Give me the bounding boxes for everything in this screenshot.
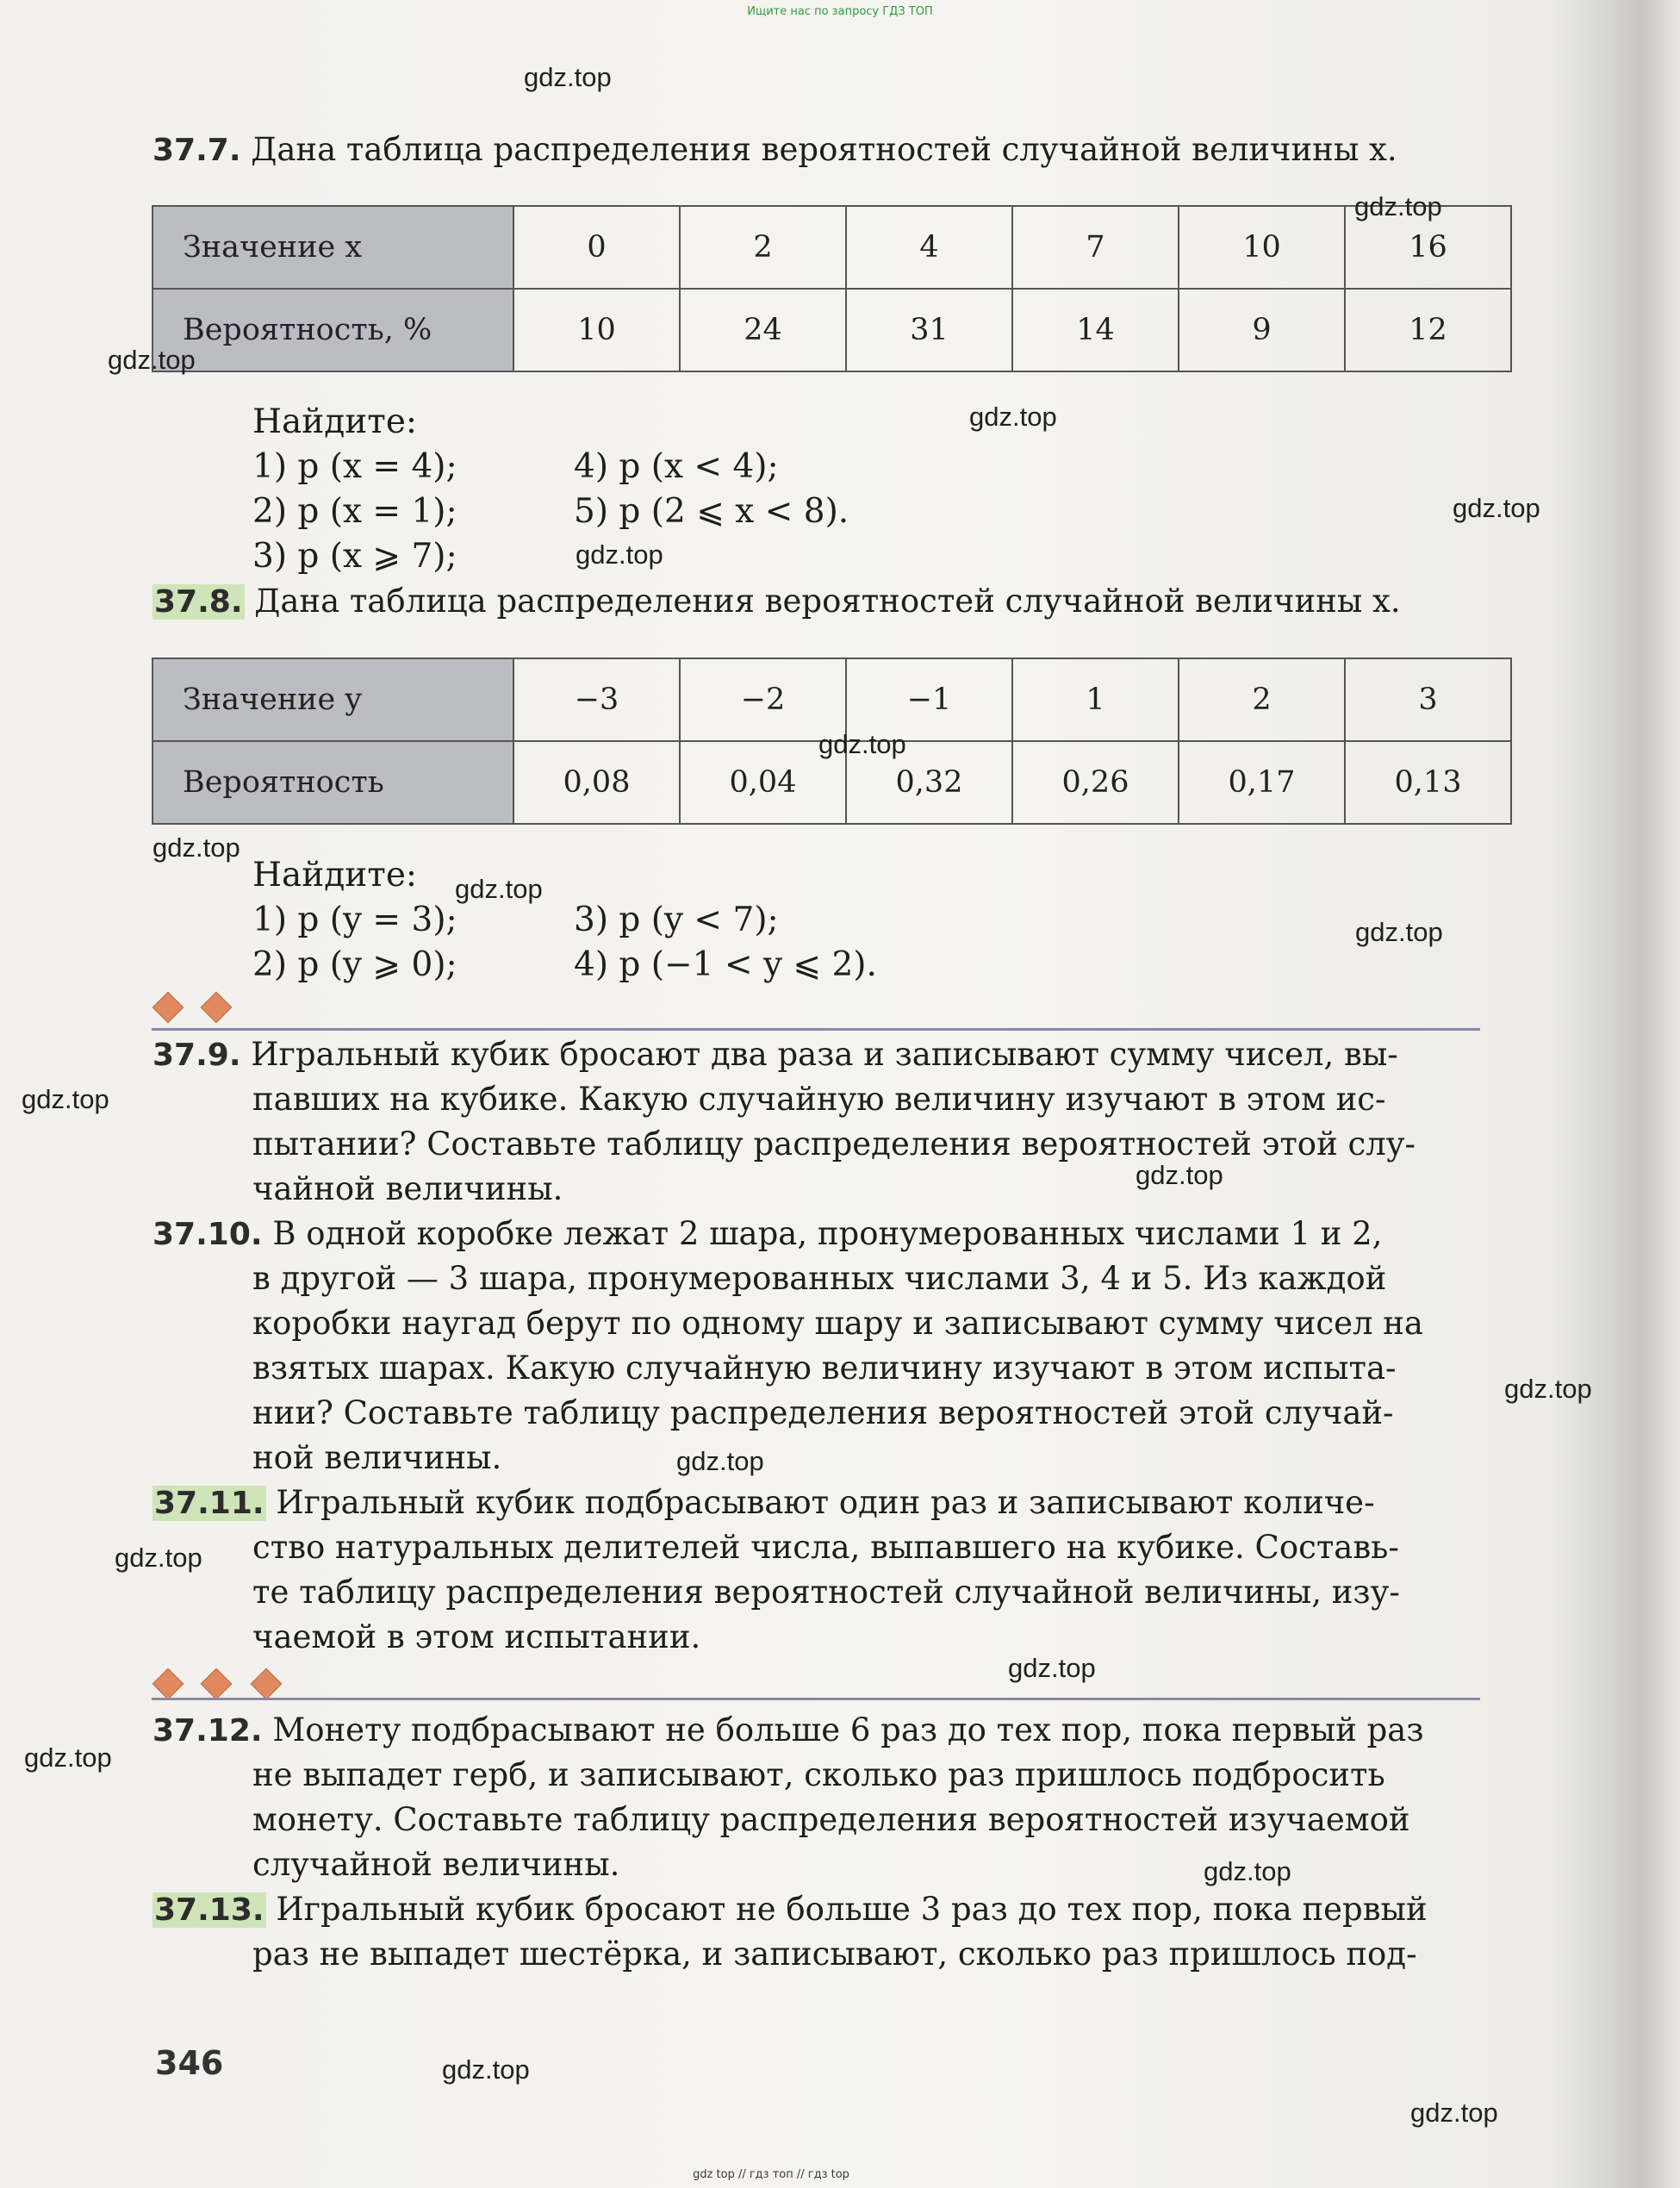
row-label-value: Значение y [152, 658, 513, 741]
task-item: 5) p (2 ⩽ x < 8). [574, 492, 849, 531]
problem-text-line: В одной коробке лежат 2 шара, пронумерованных числами 1 и 2, [272, 1215, 1383, 1252]
problem-number: 37.13. [154, 1892, 264, 1928]
page-binding-shadow [1551, 0, 1680, 2188]
problem-text-line: пытании? Составьте таблицу распределения вероятностей этой слу- [252, 1125, 1416, 1163]
problem-text-line: Монету подбрасывают не больше 6 раз до тех пор, пока первый раз [272, 1711, 1424, 1749]
problem-text-line: монету. Составьте таблицу распределения вероятностей изучаемой [252, 1801, 1410, 1838]
problem-37-7 [152, 128, 1397, 173]
table-cell: 14 [1012, 289, 1179, 371]
table-cell: 0,04 [680, 741, 846, 824]
task-item: 2) p (y ⩾ 0); [252, 945, 457, 984]
problem-text-line: в другой — 3 шара, пронумерованных числами 3, 4 и 5. Из каждой [252, 1260, 1387, 1297]
watermark: gdz.top [115, 1543, 202, 1573]
row-label-value: Значение x [152, 206, 513, 289]
table-cell: 4 [846, 206, 1012, 289]
table-cell: 0,17 [1179, 741, 1345, 824]
task-item: 3) p (y < 7); [574, 901, 779, 939]
table-cell: 7 [1012, 206, 1179, 289]
task-item: 4) p (x < 4); [574, 447, 779, 486]
problem-text: Дана таблица распределения вероятностей случайной величины x. [254, 583, 1401, 620]
problem-number: 37.8. [154, 584, 243, 620]
watermark: gdz.top [442, 2054, 530, 2085]
watermark: gdz.top [1136, 1160, 1223, 1190]
problem-37-8 [152, 579, 1401, 625]
watermark: gdz.top [576, 539, 663, 570]
table-cell: 10 [1179, 206, 1345, 289]
table-cell: 2 [680, 206, 846, 289]
problem-text-line: те таблицу распределения вероятностей случайной величины, изу- [252, 1574, 1400, 1611]
watermark: gdz.top [455, 874, 543, 904]
problem-text-line: Игральный кубик подбрасывают один раз и записывают количе- [276, 1484, 1375, 1521]
top-note: Ищите нас по запросу ГДЗ ТОП [747, 5, 933, 18]
watermark: gdz.top [1204, 1856, 1291, 1886]
problem-37-9 [152, 1032, 1398, 1078]
watermark: gdz.top [1354, 191, 1442, 221]
task-item: 1) p (x = 4); [252, 447, 457, 486]
problem-37-13 [152, 1887, 1428, 1933]
problem-text-line: ной величины. [252, 1439, 502, 1476]
problem-text-line: случайной величины. [252, 1846, 620, 1883]
distribution-table-x [152, 205, 1512, 372]
section-divider [152, 1028, 1480, 1031]
problem-text-line: Игральный кубик бросают два раза и записывают сумму чисел, вы- [251, 1036, 1398, 1073]
find-label: Найдите: [252, 856, 418, 895]
table-cell: 0,08 [513, 741, 680, 824]
row-label-probability: Вероятность, % [152, 289, 513, 371]
task-item: 3) p (x ⩾ 7); [252, 537, 457, 576]
row-label-probability: Вероятность [152, 741, 513, 824]
watermark: gdz.top [1008, 1653, 1096, 1683]
problem-text-line: чайной величины. [252, 1170, 563, 1207]
watermark: gdz.top [524, 62, 612, 92]
watermark: gdz.top [152, 832, 240, 863]
table-row [152, 289, 1511, 371]
watermark: gdz.top [969, 402, 1057, 432]
problem-text: Дана таблица распределения вероятностей случайной величины x. [251, 131, 1397, 168]
page-number: 346 [155, 2044, 224, 2082]
problem-37-12 [152, 1708, 1424, 1754]
bottom-note: gdz top // гдз топ // гдз top [693, 2168, 849, 2181]
table-cell: 0 [513, 206, 680, 289]
table-cell: 10 [513, 289, 680, 371]
table-cell: 0,32 [846, 741, 1012, 824]
problem-number: 37.11. [154, 1486, 264, 1521]
table-cell: 0,26 [1012, 741, 1179, 824]
problem-number: 37.7. [152, 133, 241, 168]
problem-text-line: взятых шарах. Какую случайную величину изучают в этом испыта- [252, 1350, 1397, 1387]
problem-37-11 [152, 1480, 1375, 1526]
problem-text-line: коробки наугад берут по одному шару и записывают сумму чисел на [252, 1305, 1423, 1342]
watermark: gdz.top [1453, 493, 1540, 523]
table-cell: −2 [680, 658, 846, 741]
table-cell: 3 [1345, 658, 1511, 741]
problem-text-line: чаемой в этом испытании. [252, 1618, 701, 1655]
table-cell: 16 [1345, 206, 1511, 289]
table-cell: −3 [513, 658, 680, 741]
task-item: 2) p (x = 1); [252, 492, 457, 531]
table-cell: 24 [680, 289, 846, 371]
table-cell: 31 [846, 289, 1012, 371]
watermark: gdz.top [818, 729, 906, 759]
section-divider [152, 1698, 1480, 1700]
task-item: 1) p (y = 3); [252, 901, 457, 939]
watermark: gdz.top [22, 1084, 109, 1114]
problem-text-line: павших на кубике. Какую случайную величину изучают в этом ис- [252, 1081, 1386, 1118]
table-row [152, 206, 1511, 289]
table-cell: −1 [846, 658, 1012, 741]
table-cell: 12 [1345, 289, 1511, 371]
watermark: gdz.top [1410, 2098, 1498, 2128]
problem-text-line: раз не выпадет шестёрка, и записывают, сколько раз пришлось под- [252, 1936, 1417, 1973]
watermark: gdz.top [24, 1742, 112, 1773]
problem-number: 37.10. [152, 1217, 263, 1252]
problem-text-line: не выпадет герб, и записывают, сколько раз пришлось подбросить [252, 1756, 1385, 1793]
task-item: 4) p (−1 < y ⩽ 2). [574, 945, 877, 984]
problem-number: 37.12. [152, 1713, 263, 1749]
watermark: gdz.top [676, 1446, 764, 1476]
find-label: Найдите: [252, 402, 418, 441]
table-cell: 9 [1179, 289, 1345, 371]
problem-text-line: ство натуральных делителей числа, выпавшего на кубике. Составь- [252, 1529, 1399, 1566]
problem-number: 37.9. [152, 1038, 241, 1073]
watermark: gdz.top [108, 345, 196, 375]
problem-text-line: нии? Составьте таблицу распределения вероятностей этой случай- [252, 1394, 1394, 1431]
watermark: gdz.top [1504, 1374, 1592, 1404]
watermark: gdz.top [1355, 917, 1443, 947]
table-cell: 1 [1012, 658, 1179, 741]
problem-37-10 [152, 1212, 1382, 1257]
table-cell: 0,13 [1345, 741, 1511, 824]
problem-text-line: Игральный кубик бросают не больше 3 раз до тех пор, пока первый [276, 1891, 1428, 1928]
table-cell: 2 [1179, 658, 1345, 741]
